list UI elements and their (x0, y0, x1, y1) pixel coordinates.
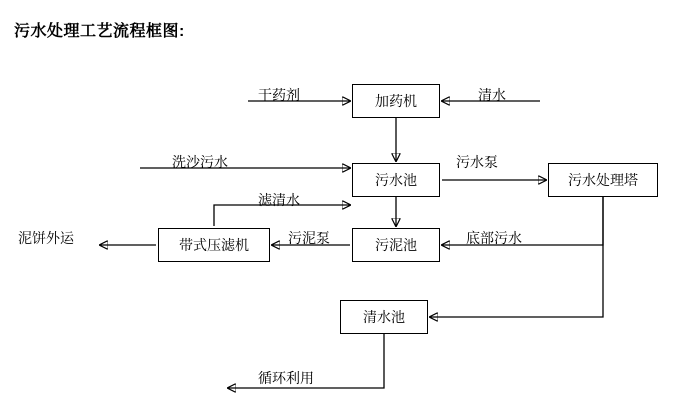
node-label: 污泥池 (375, 237, 417, 253)
edge-label-sewage-pump: 污水泵 (456, 154, 498, 170)
edge-label-bottom-sewage: 底部污水 (466, 230, 522, 246)
node-sewage-pool[interactable] (352, 163, 440, 197)
node-belt-filter-press[interactable] (158, 228, 270, 262)
node-sludge-pool[interactable] (352, 228, 440, 262)
page-title: 污水处理工艺流程框图: (14, 23, 185, 40)
edge-label-filtrate-clear-water: 滤清水 (258, 192, 300, 208)
edge-label-clean-water-in: 清水 (478, 87, 506, 103)
node-clean-water-pool[interactable] (340, 300, 428, 334)
edge-label-sludge-pump: 污泥泵 (288, 230, 330, 246)
node-label: 加药机 (375, 93, 417, 109)
node-label: 污水处理塔 (568, 172, 638, 188)
node-dosing-machine[interactable] (352, 84, 440, 118)
node-sewage-treatment-tower[interactable] (548, 163, 658, 197)
edge-label-recycling-use: 循环利用 (258, 370, 314, 386)
edge-label-mud-cake-transport: 泥饼外运 (18, 230, 74, 246)
edge-label-sand-washing-sewage: 洗沙污水 (172, 154, 228, 170)
node-label: 带式压滤机 (179, 237, 249, 253)
edge-label-dry-agent: 干药剂 (258, 87, 300, 103)
node-label: 清水池 (363, 309, 405, 325)
node-label: 污水池 (375, 172, 417, 188)
